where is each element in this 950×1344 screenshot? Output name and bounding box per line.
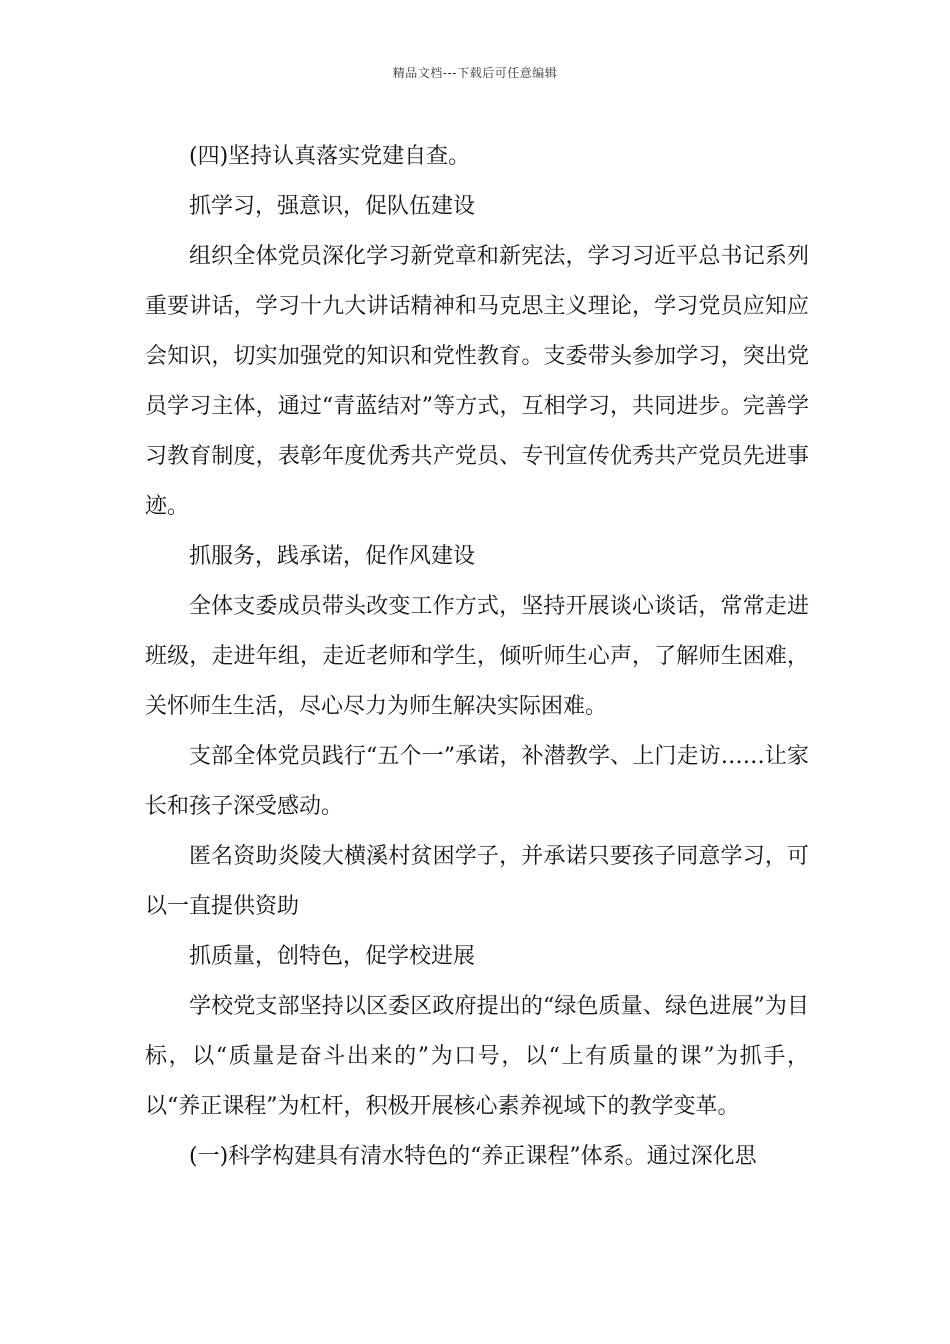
paragraph-funding: 匿名资助炎陵大横溪村贫困学子，并承诺只要孩子同意学习，可以一直提供资助: [145, 844, 809, 919]
paragraph-subheading-study: 抓学习，强意识，促队伍建设: [189, 194, 476, 219]
paragraph-promise: 支部全体党员践行“五个一”承诺，补潜教学、上门走访……让家长和孩子深受感动。: [145, 744, 809, 819]
paragraph-subheading-service: 抓服务，践承诺，促作风建设: [189, 544, 476, 569]
page-header: 精品文档---下载后可任意编辑: [392, 66, 558, 80]
paragraph-section-heading: (四)坚持认真落实党建自查。: [189, 144, 471, 169]
paragraph-study-details: 组织全体党员深化学习新党章和新宪法，学习习近平总书记系列重要讲话，学习十九大讲话精神和马克思主义理论，学习党员应知应会知识，切实加强党的知识和党性教育。支委带头参加学习，突出党员学习主体，通过“青蓝结对”等方式，互相学习，共同进步。完善学习教育制度，表彰年度优秀共产党员、专刊宣传优秀共产党员先进事迹。: [145, 244, 809, 519]
document-body: [145, 132, 809, 1182]
paragraph-subheading-quality: 抓质量，创特色，促学校进展: [189, 944, 476, 969]
paragraph-quality-details: 学校党支部坚持以区委区政府提出的“绿色质量、绿色进展”为目标，以“质量是奋斗出来的”为口号，以“上有质量的课”为抓手，以“养正课程”为杠杆，积极开展核心素养视域下的教学变革。: [145, 994, 809, 1119]
paragraph-service-details: 全体支委成员带头改变工作方式，坚持开展谈心谈话，常常走进班级，走进年组，走近老师和学生，倾听师生心声，了解师生困难，关怀师生生活，尽心尽力为师生解决实际困难。: [145, 594, 809, 719]
paragraph-curriculum: (一)科学构建具有清水特色的“养正课程”体系。通过深化思: [189, 1144, 757, 1169]
